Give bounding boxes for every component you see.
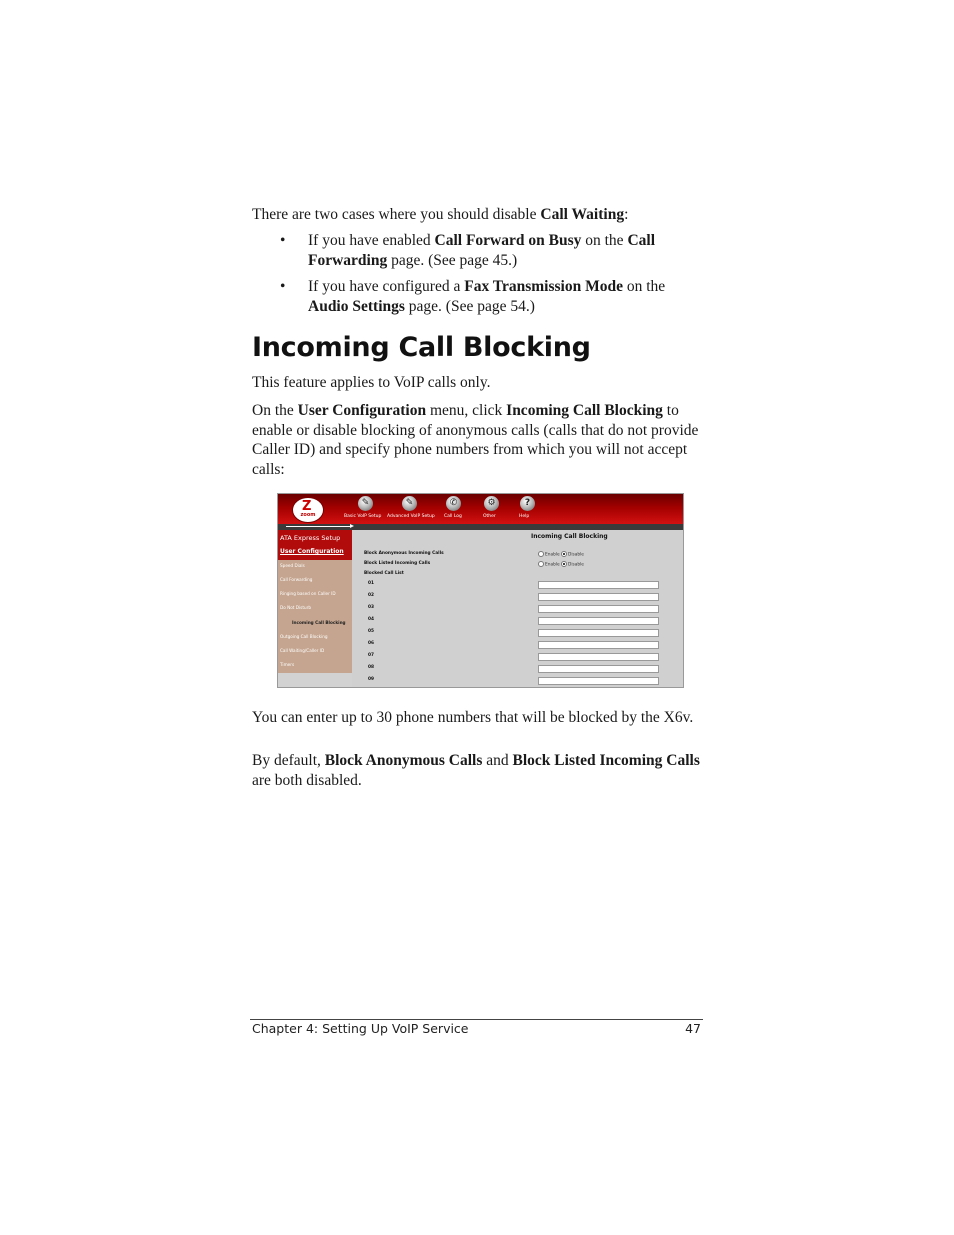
logo-text: zoom xyxy=(300,512,316,518)
sidebar-item-outgoing-call-blocking: Outgoing Call Blocking xyxy=(280,634,328,639)
feature-note: This feature applies to VoIP calls only. xyxy=(252,374,491,391)
radio-disable-icon xyxy=(561,561,567,567)
row-number: 02 xyxy=(368,593,374,598)
footer-chapter-title: Chapter 4: Setting Up VoIP Service xyxy=(252,1021,469,1036)
radio-group-anonymous: Enable Disable xyxy=(538,551,584,558)
row-number: 05 xyxy=(368,629,374,634)
row-number: 03 xyxy=(368,605,374,610)
intro-text: There are two cases where you should disable xyxy=(252,206,541,223)
sidebar-item-ata-express-setup: ATA Express Setup xyxy=(280,534,341,542)
label-block-anonymous: Block Anonymous Incoming Calls xyxy=(364,551,444,556)
page-number: 47 xyxy=(685,1021,701,1036)
capacity-paragraph: You can enter up to 30 phone numbers that will be blocked by the X6v. xyxy=(252,709,694,726)
label-blocked-call-list: Blocked Call List xyxy=(364,571,404,576)
sidebar-item-timers: Timers xyxy=(280,662,295,667)
advanced-setup-icon: ✎ xyxy=(402,496,417,511)
zoom-logo xyxy=(292,497,324,523)
sidebar-item-call-waiting: Call Waiting/Caller ID xyxy=(280,648,325,653)
blocked-number-field xyxy=(538,665,659,673)
footer-divider xyxy=(250,1019,703,1020)
blocked-number-field xyxy=(538,677,659,685)
nav-basic-voip-setup: Basic VoIP Setup xyxy=(344,514,382,519)
blocked-number-field xyxy=(538,593,659,601)
sidebar-item-call-forwarding: Call Forwarding xyxy=(280,577,313,582)
label-block-listed: Block Listed Incoming Calls xyxy=(364,561,431,566)
intro-bold: Call Waiting xyxy=(540,206,625,223)
other-icon: ⚙ xyxy=(484,496,499,511)
section-heading: Incoming Call Blocking xyxy=(252,332,591,363)
row-number: 08 xyxy=(368,665,374,670)
row-number: 07 xyxy=(368,653,374,658)
radio-enable-icon xyxy=(538,561,544,567)
defaults-paragraph: By default, Block Anonymous Calls and Block Listed Incoming Calls are both disabled. xyxy=(252,752,700,789)
sidebar-item-speed-dials: Speed Dials xyxy=(280,563,305,568)
nav-call-log: Call Log xyxy=(444,514,462,519)
row-number: 04 xyxy=(368,617,374,622)
blocked-number-field xyxy=(538,653,659,661)
basic-setup-icon: ✎ xyxy=(358,496,373,511)
blocked-number-field xyxy=(538,581,659,589)
radio-enable-icon xyxy=(538,551,544,557)
call-log-icon: ✆ xyxy=(446,496,461,511)
nav-other: Other xyxy=(483,514,496,519)
blocked-number-field xyxy=(538,617,659,625)
sidebar-item-do-not-disturb: Do Not Disturb xyxy=(280,605,312,610)
screenshot-header-bar xyxy=(278,494,683,524)
help-icon: ? xyxy=(520,496,535,511)
bullet-item-2: If you have configured a Fax Transmission Mode on the Audio Settings page. (See page 54.) xyxy=(308,278,666,315)
bullet-dot: • xyxy=(280,232,286,249)
incoming-call-blocking-screenshot xyxy=(277,493,684,688)
row-number: 09 xyxy=(368,677,374,682)
radio-disable-icon xyxy=(561,551,567,557)
sidebar-item-incoming-call-blocking: Incoming Call Blocking xyxy=(292,620,346,625)
row-number: 01 xyxy=(368,581,374,586)
screenshot-title: Incoming Call Blocking xyxy=(531,533,608,540)
blocked-number-field xyxy=(538,605,659,613)
blocked-number-field xyxy=(538,641,659,649)
logo-mark: Z xyxy=(302,499,312,514)
nav-help: Help xyxy=(519,514,530,519)
sidebar-item-ringing-caller-id: Ringing based on Caller ID xyxy=(280,591,336,596)
intro-colon: : xyxy=(624,206,629,223)
strip-arrow-icon xyxy=(286,526,352,527)
row-number: 06 xyxy=(368,641,374,646)
nav-advanced-voip-setup: Advanced VoIP Setup xyxy=(387,514,435,519)
blocked-number-field xyxy=(538,629,659,637)
radio-group-listed: Enable Disable xyxy=(538,561,584,568)
bullet-item-1: If you have enabled Call Forward on Busy on the Call Forwarding page. (See page 45.) xyxy=(308,232,655,269)
instructions-paragraph: On the User Configuration menu, click Incoming Call Blocking to enable or disable blocking of anonymous calls (calls that do not provide Caller ID) and specify phone numbers from which you will not accept calls: xyxy=(252,402,699,478)
sidebar-item-user-configuration: User Configuration xyxy=(280,548,344,555)
intro-paragraph xyxy=(252,205,704,225)
bullet-dot: • xyxy=(280,278,286,295)
